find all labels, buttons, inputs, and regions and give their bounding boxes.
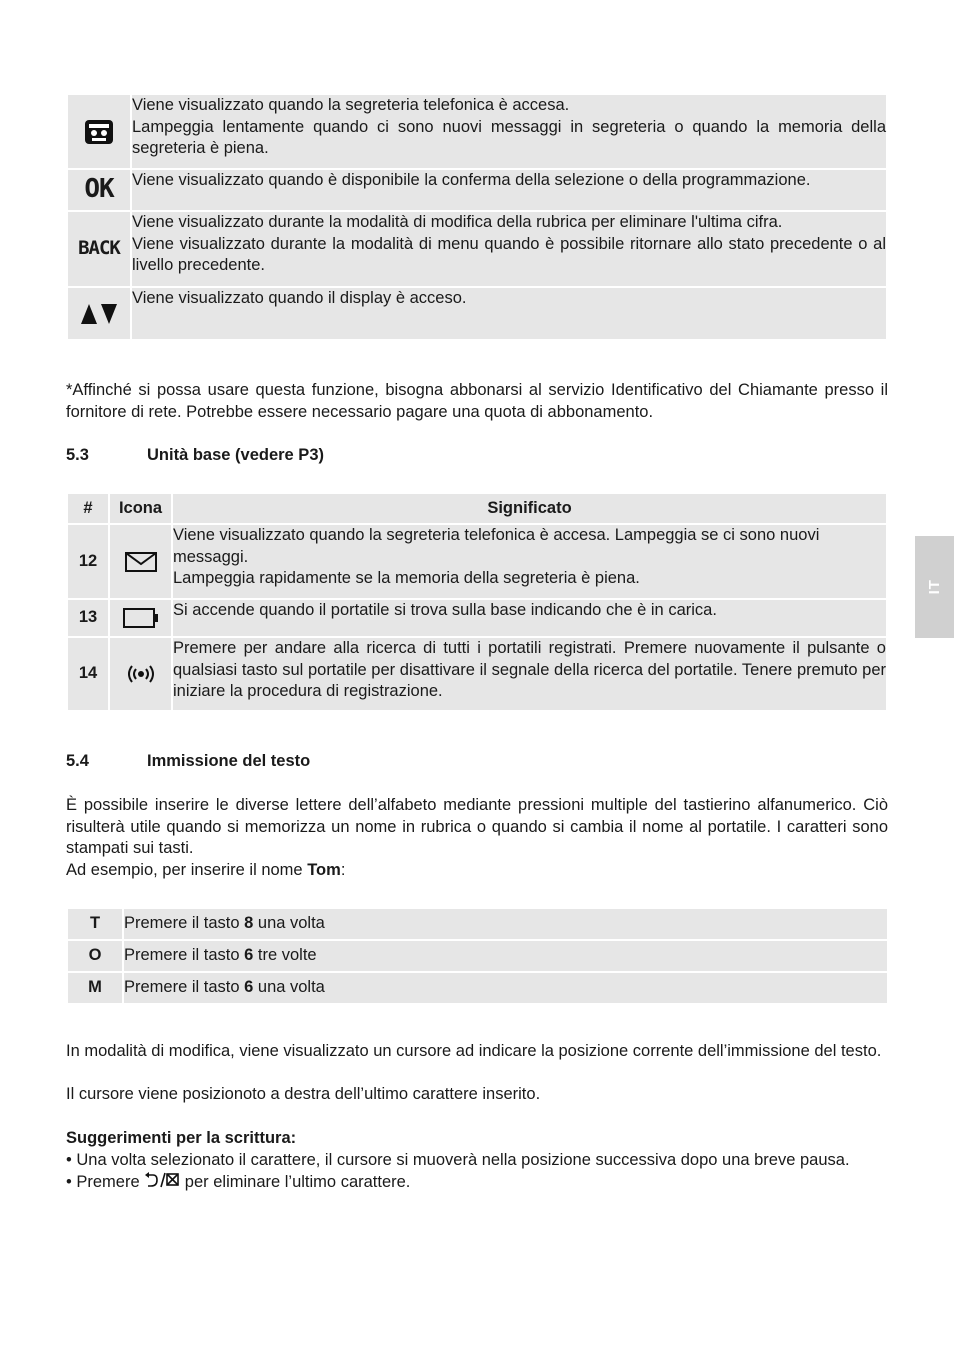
row-number: 13 [68,600,108,636]
instruction-cell [124,941,887,971]
letter-cell: O [68,941,122,971]
example-name: Tom [307,861,341,879]
description-line: Premere per andare alla ricerca di tutti i portatili registrati. Premere nuovamente il pulsante o qualsiasi tasto sul portatile per disattivare il segnale della ricerca del portatile. Tenere premuto per iniziare la procedura di registrazione. [173,639,886,700]
footnote: *Affinché si possa usare questa funzione, bisogna abbonarsi al servizio Identificativo del Chiamante presso il fornitore di rete. Potrebbe essere necessario pagare una quota di abbonamento. [66,381,888,421]
description-cell [132,95,886,168]
header-meaning: Significato [173,494,886,523]
description-cell [173,638,886,710]
cursor-paragraph-2: Il cursore viene posizionoto a destra dell’ultimo carattere inserito. [66,1085,541,1103]
description-line: Si accende quando il portatile si trova sulla base indicando che è in carica. [173,601,717,619]
header-icon: Icona [110,494,171,523]
row-number: 12 [68,525,108,598]
battery-icon [123,608,159,628]
section-number: 5.4 [66,752,89,770]
description-cell [173,525,886,598]
tip-text: • Premere [66,1173,145,1191]
language-code: IT [925,579,943,595]
description-line: Viene visualizzato durante la modalità di modifica della rubrica per eliminare l'ultima cifra. [132,213,783,231]
icon-cell [68,170,130,210]
tip-text: per eliminare l’ultimo carattere. [180,1173,411,1191]
intro-paragraph: È possibile inserire le diverse lettere dell’alfabeto mediante pressioni multiple del tastierino alfanumerico. Ciò risulterà utile quando si memorizza un nome in rubrica o quando si cambia il nome al portatile. I caratteri sono stampati sui tasti. [66,796,888,857]
section-5-3-heading [66,445,324,467]
section-title: Immissione del testo [147,752,311,770]
base-unit-table [66,492,888,712]
icon-cell [68,288,130,339]
instruction-text: una volta [253,978,325,997]
key-number: 8 [244,914,254,933]
icon-cell [68,95,130,168]
description-cell [132,288,886,339]
description-cell [132,170,886,210]
up-down-arrows-icon [79,303,119,325]
back-icon: BACK [78,237,120,260]
description-cell [173,600,886,636]
example-suffix: : [340,861,346,879]
icon-cell [110,600,171,636]
cursor-paragraph-1: In modalità di modifica, viene visualizzato un cursore ad indicare la posizione corrente dell’immissione del testo. [66,1042,882,1060]
row-number: 14 [68,638,108,710]
instruction-text: Premere il tasto [124,978,245,997]
instruction-text: Premere il tasto [124,946,245,965]
tips-title: Suggerimenti per la scrittura: [66,1129,297,1147]
description-cell [132,212,886,286]
description-line: Viene visualizzato durante la modalità di menu quando è possibile ritornare allo stato precedente o al livello precedente. [132,234,886,274]
instruction-cell [124,973,887,1003]
icon-cell [110,638,171,710]
display-icons-table [66,93,888,341]
icon-cell [68,212,130,286]
icon-cell [110,525,171,598]
section-title: Unità base (vedere P3) [147,446,324,464]
key-press-table [66,907,889,1005]
description-line: Viene visualizzato quando la segreteria telefonica è accesa. Lampeggia se ci sono nuovi messaggi. [173,526,820,566]
answering-machine-icon [84,119,114,145]
description-line: Viene visualizzato quando la segreteria telefonica è accesa. [132,96,570,114]
description-line: Viene visualizzato quando il display è acceso. [132,289,467,307]
tip-bullet-2 [66,1172,888,1194]
example-prefix: Ad esempio, per inserire il nome [66,861,308,879]
key-number: 6 [244,946,254,965]
paging-icon [125,664,157,684]
tip-bullet-1: • Una volta selezionato il carattere, il cursore si muoverà nella posizione successiva dopo una breve pausa. [66,1151,850,1169]
letter-cell: T [68,909,122,939]
language-side-tab [915,536,954,638]
instruction-text: una volta [253,914,325,933]
back-delete-icon [144,1172,180,1188]
instruction-cell [124,909,887,939]
header-num: # [68,494,108,523]
instruction-text: tre volte [253,946,317,965]
ok-icon: OK [84,174,114,205]
description-line: Lampeggia lentamente quando ci sono nuovi messaggi in segreteria o quando la memoria della segreteria è piena. [132,117,886,157]
section-5-4-heading [66,751,310,773]
example-line [66,860,888,882]
description-line: Lampeggia rapidamente se la memoria della segreteria è piena. [173,569,640,587]
description-line: Viene visualizzato quando è disponibile la conferma della selezione o della programmazione. [132,171,811,189]
section-number: 5.3 [66,446,89,464]
instruction-text: Premere il tasto [124,914,245,933]
envelope-icon [125,552,157,572]
letter-cell: M [68,973,122,1003]
key-number: 6 [244,978,254,997]
